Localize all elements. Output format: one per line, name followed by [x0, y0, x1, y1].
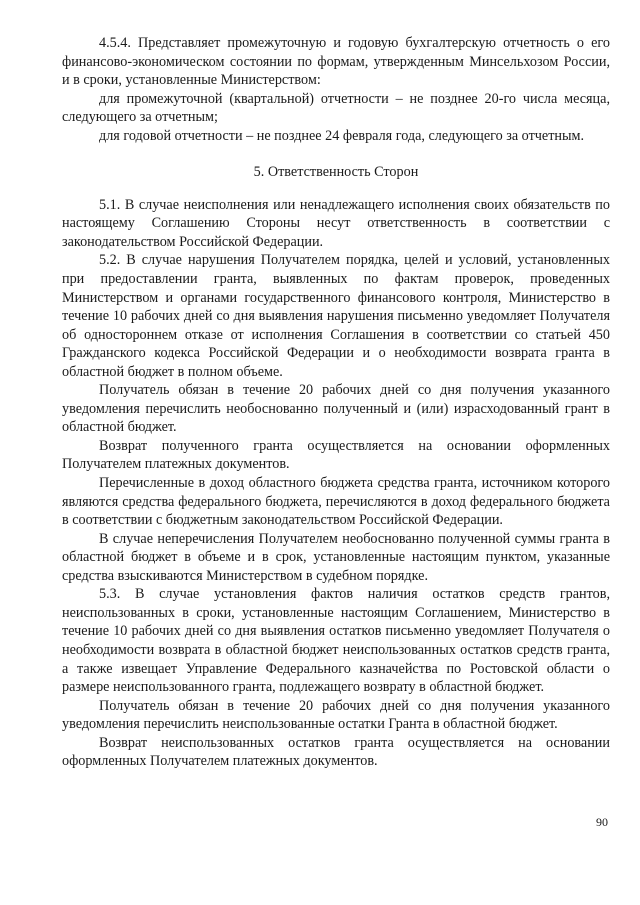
paragraph-5-2-refund-obligation: Получатель обязан в течение 20 рабочих дней со дня получения указанного уведомления перечислить необоснованно полученный и (или) израсходованный грант в областной бюджет.: [62, 382, 610, 436]
paragraph-4-5-4: 4.5.4. Представляет промежуточную и годовую бухгалтерскую отчетность о его финансово-экономическом состоянии по формам, утвержденным Минсельхозом России, и в сроки, установленные Министерством:: [62, 35, 610, 89]
section-title: 5. Ответственность Сторон: [253, 164, 419, 181]
paragraph-5-3: 5.3. В случае установления фактов наличия остатков средств грантов, неиспользованных в сроки, установленные настоящим Соглашением, Министерство в течение 10 рабочих дней со дня выявления остатков письменно уведомляет Получателя о необходимости возврата в областной бюджет неиспользованных остатков средств гранта, а также извещает Управление Федерального казначейства по Ростовской области о размере неиспользованного гранта, подлежащего возврату в областной бюджет.: [62, 586, 610, 696]
paragraph-5-2-federal-transfer: Перечисленные в доход областного бюджета средства гранта, источником которого являются средства федерального бюджета, перечисляются в доход федерального бюджета в соответствии с бюджетным законодательством Российской Федерации.: [62, 475, 610, 529]
paragraph-5-2-court-recovery: В случае неперечисления Получателем необоснованно полученной суммы гранта в областной бюджет в объеме и в срок, установленные настоящим пунктом, указанные средства взыскиваются Министерством в судебном порядке.: [62, 530, 610, 584]
paragraph-5-2-refund-basis: Возврат полученного гранта осуществляется на основании оформленных Получателем платежных документов.: [62, 437, 610, 473]
paragraph-5-1: 5.1. В случае неисполнения или ненадлежащего исполнения своих обязательств по настоящему Соглашению Стороны несут ответственность в соответствии с законодательством Российской Федерации.: [62, 196, 610, 250]
paragraph-5-3-refund-basis: Возврат неиспользованных остатков гранта осуществляется на основании оформленных Получателем платежных документов.: [62, 734, 610, 770]
paragraph-annual-deadline: для годовой отчетности – не позднее 24 февраля года, следующего за отчетным.: [99, 127, 585, 144]
paragraph-5-3-refund-obligation: Получатель обязан в течение 20 рабочих дней со дня получения указанного уведомления перечислить неиспользованные остатки Гранта в областной бюджет.: [62, 697, 610, 733]
page-number: 90: [596, 815, 608, 829]
document-page: [62, 34, 610, 771]
paragraph-quarterly-deadline: для промежуточной (квартальной) отчетности – не позднее 20-го числа месяца, следующего за отчетным;: [62, 90, 610, 126]
paragraph-5-2: 5.2. В случае нарушения Получателем порядка, целей и условий, установленных при предоставлении гранта, выявленных по фактам проверок, проведенных Министерством и органами государственного финансового контроля, Министерство в течение 10 рабочих дней со дня выявления нарушения письменно уведомляет Получателя об одностороннем отказе от исполнения Соглашения в соответствии со статьей 450 Гражданского кодекса Российской Федерации и о необходимости возврата гранта в областной бюджет в полном объеме.: [62, 252, 610, 380]
